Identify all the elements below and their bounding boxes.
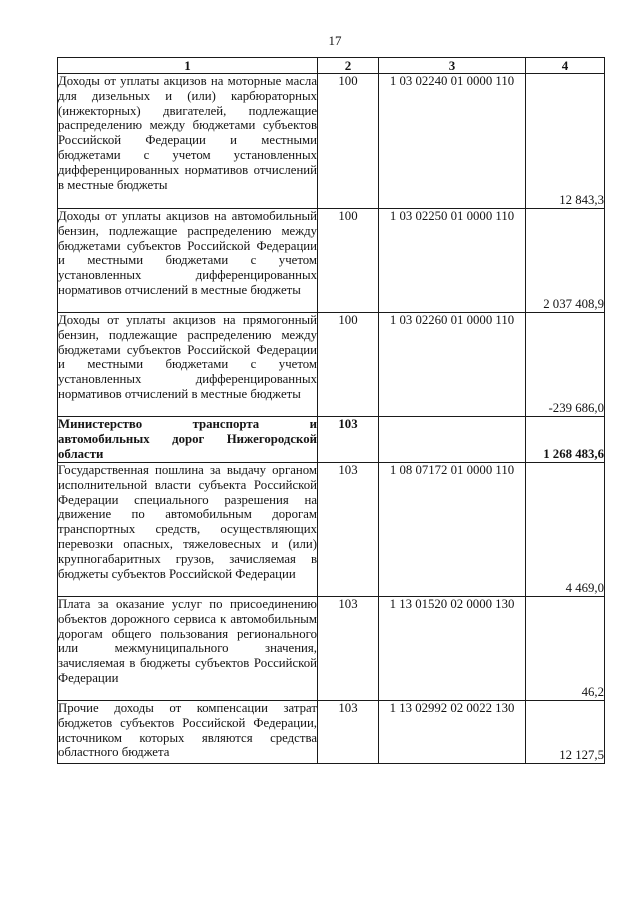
table-row-ministry-total [58, 417, 605, 463]
budget-classification-code: 1 13 01520 02 0000 130 [379, 597, 526, 701]
budget-classification-code: 1 08 07172 01 0000 110 [379, 463, 526, 597]
table-row [58, 74, 605, 209]
admin-code: 103 [318, 463, 379, 597]
column-header-1: 1 [58, 58, 318, 74]
column-header-4: 4 [526, 58, 605, 74]
page-number: 17 [328, 33, 342, 48]
revenue-name: Плата за оказание услуг по присоединению объектов дорожного сервиса к автомобильным дорогам общего пользования регионального или межмуниципального значения, зачисляемая в бюджеты субъектов Российской Федерации [58, 597, 318, 701]
table-row [58, 597, 605, 701]
amount: 46,2 [526, 597, 605, 701]
revenue-name: Государственная пошлина за выдачу органом исполнительной власти субъекта Российской Федерации специального разрешения на движение по автомобильным дорогам транспортных средств, осуществляющих перевозки опасных, тяжеловесных и (или) крупногабаритных грузов, зачисляемая в бюджеты субъектов Российской Федерации [58, 463, 318, 597]
budget-classification-code: 1 03 02240 01 0000 110 [379, 74, 526, 209]
revenue-table [57, 57, 605, 764]
budget-classification-code: 1 03 02250 01 0000 110 [379, 209, 526, 313]
revenue-name: Доходы от уплаты акцизов на автомобильный бензин, подлежащие распределению между бюджетами субъектов Российской Федерации и местными бюджетами с учетом установленных дифференцированных нормативов отчислений в местные бюджеты [58, 209, 318, 313]
table-row [58, 701, 605, 764]
admin-code: 103 [318, 597, 379, 701]
budget-classification-code: 1 13 02992 02 0022 130 [379, 701, 526, 764]
admin-code: 103 [318, 701, 379, 764]
column-header-2: 2 [318, 58, 379, 74]
budget-classification-code [379, 417, 526, 463]
column-header-3: 3 [379, 58, 526, 74]
amount: 12 127,5 [526, 701, 605, 764]
table-header-row [58, 58, 605, 74]
admin-code: 103 [318, 417, 379, 463]
ministry-name: Министерство транспорта и автомобильных дорог Нижегородской области [58, 417, 317, 461]
revenue-name: Доходы от уплаты акцизов на моторные масла для дизельных и (или) карбюраторных (инжекторных) двигателей, подлежащие распределению между бюджетами субъектов Российской Федерации и местными бюджетами с учетом установленных дифференцированных нормативов отчислений в местные бюджеты [58, 74, 318, 209]
table-row [58, 209, 605, 313]
admin-code: 100 [318, 209, 379, 313]
table-row [58, 463, 605, 597]
amount: 4 469,0 [526, 463, 605, 597]
amount: 12 843,3 [526, 74, 605, 209]
admin-code: 100 [318, 74, 379, 209]
amount: -239 686,0 [526, 313, 605, 417]
budget-classification-code: 1 03 02260 01 0000 110 [379, 313, 526, 417]
amount: 2 037 408,9 [526, 209, 605, 313]
table-row [58, 313, 605, 417]
ministry-total-amount: 1 268 483,6 [526, 417, 605, 463]
revenue-name: Доходы от уплаты акцизов на прямогонный бензин, подлежащие распределению между бюджетами субъектов Российской Федерации и местными бюджетами с учетом установленных дифференцированных нормативов отчислений в местные бюджеты [58, 313, 318, 417]
admin-code: 100 [318, 313, 379, 417]
revenue-name: Прочие доходы от компенсации затрат бюджетов субъектов Российской Федерации, источником которых являются средства областного бюджета [58, 701, 318, 764]
